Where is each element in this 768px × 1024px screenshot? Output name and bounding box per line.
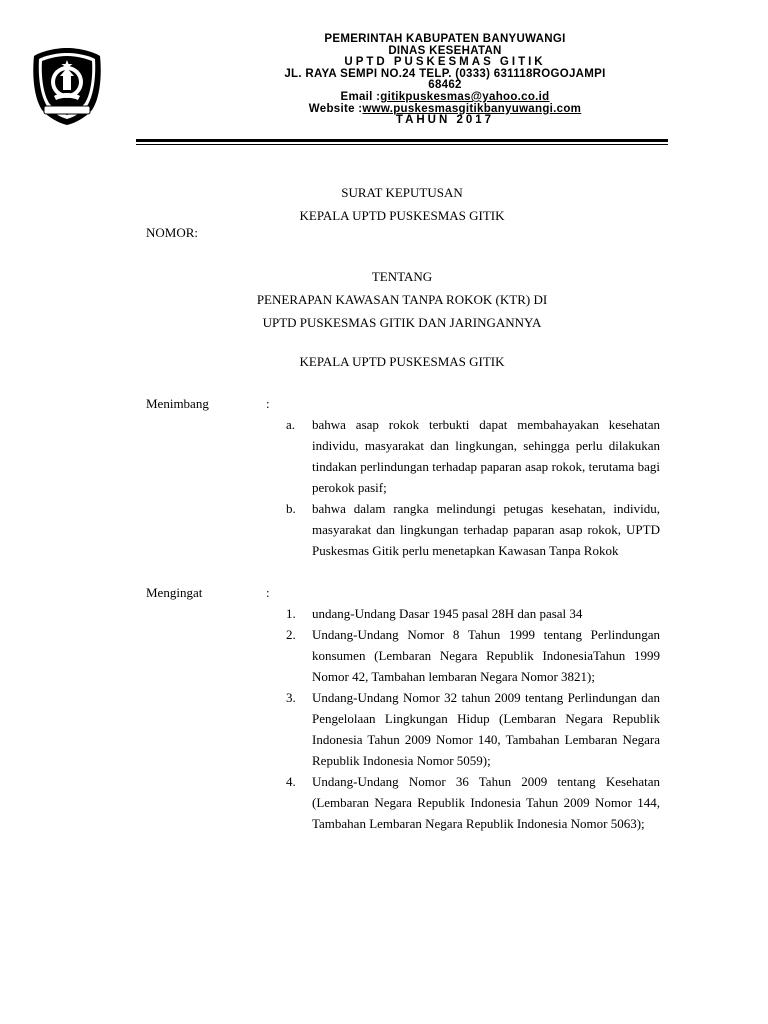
- list-item-text: Undang-Undang Nomor 8 Tahun 1999 tentang Perlindungan konsumen (Lembaran Negara Republik IndonesiaTahun 1999 Nomor 42, Tambahan lembaran Negara Nomor 3821);: [312, 627, 660, 684]
- menimbang-list: [286, 414, 660, 561]
- issuer-heading: [136, 350, 668, 373]
- list-marker: 2.: [286, 627, 296, 642]
- list-marker: b.: [286, 501, 296, 516]
- list-marker: 1.: [286, 606, 296, 621]
- list-item: [286, 603, 660, 624]
- decree-title-line2: KEPALA UPTD PUSKESMAS GITIK: [299, 208, 505, 223]
- decree-subject: [136, 265, 668, 334]
- tentang-label: TENTANG: [371, 269, 433, 284]
- list-marker: a.: [286, 417, 296, 432]
- list-item: [286, 414, 660, 498]
- mengingat-colon: :: [266, 585, 270, 600]
- letterhead-text: [230, 34, 660, 127]
- list-item: [286, 498, 660, 561]
- subject-line2: UPTD PUSKESMAS GITIK DAN JARINGANNYA: [262, 315, 542, 330]
- list-item-text: Undang-Undang Nomor 36 Tahun 2009 tentang Kesehatan (Lembaran Negara Republik Indonesia Tahun 2009 Nomor 144, Tambahan Lembaran Negara Republik Indonesia Nomor 5063);: [312, 774, 660, 831]
- decree-title-line1: SURAT KEPUTUSAN: [341, 185, 463, 200]
- list-item-text: bahwa asap rokok terbukti dapat membahayakan kesehatan individu, masyarakat dan lingkungan, sehingga perlu dilakukan tindakan perlindungan terhadap paparan asap rokok, terutama bagi perokok pasif;: [312, 417, 660, 495]
- list-item: [286, 687, 660, 771]
- email-label: Email :: [340, 90, 381, 103]
- decree-number-label: NOMOR:: [146, 225, 199, 240]
- list-marker: 4.: [286, 774, 296, 789]
- list-item: [286, 771, 660, 834]
- agency-name: DINAS KESEHATAN: [388, 44, 502, 57]
- banyuwangi-coat-of-arms-icon: [30, 46, 104, 126]
- letterhead: [0, 0, 768, 160]
- menimbang-colon: :: [266, 396, 270, 411]
- postal-code: 68462: [428, 79, 462, 92]
- mengingat-label: Mengingat: [146, 585, 203, 600]
- subject-line1: PENERAPAN KAWASAN TANPA ROKOK (KTR) DI: [256, 292, 548, 307]
- unit-name: UPTD PUSKESMAS GITIK: [344, 56, 546, 69]
- list-item-text: Undang-Undang Nomor 32 tahun 2009 tentang Perlindungan dan Pengelolaan Lingkungan Hidup (Lembaran Negara Republik Indonesia Tahun 2009 Nomor 140, Tambahan Lembaran Negara Republik Indonesia Nomor 5059);: [312, 690, 660, 768]
- header-divider-thick: [136, 139, 668, 142]
- menimbang-label: Menimbang: [146, 396, 209, 411]
- list-item-text: bahwa dalam rangka melindungi petugas kesehatan, individu, masyarakat dan lingkungan terhadap paparan asap rokok, UPTD Puskesmas Gitik perlu menetapkan Kawasan Tanpa Rokok: [312, 501, 660, 558]
- decree-title: [136, 181, 668, 227]
- government-name: PEMERINTAH KABUPATEN BANYUWANGI: [324, 33, 566, 45]
- website-link[interactable]: www.puskesmasgitikbanyuwangi.com: [362, 102, 582, 115]
- list-item: [286, 624, 660, 687]
- list-marker: 3.: [286, 690, 296, 705]
- header-divider-thin: [136, 144, 668, 145]
- list-item-text: undang-Undang Dasar 1945 pasal 28H dan pasal 34: [312, 606, 583, 621]
- website-label: Website :: [308, 102, 363, 115]
- address-line: JL. RAYA SEMPI NO.24 TELP. (0333) 631118ROGOJAMPI: [284, 67, 606, 80]
- year-line: TAHUN 2017: [395, 114, 495, 127]
- issuer-line: KEPALA UPTD PUSKESMAS GITIK: [299, 354, 505, 369]
- mengingat-list: [286, 603, 660, 834]
- email-link[interactable]: gitikpuskesmas@yahoo.co.id: [380, 90, 550, 103]
